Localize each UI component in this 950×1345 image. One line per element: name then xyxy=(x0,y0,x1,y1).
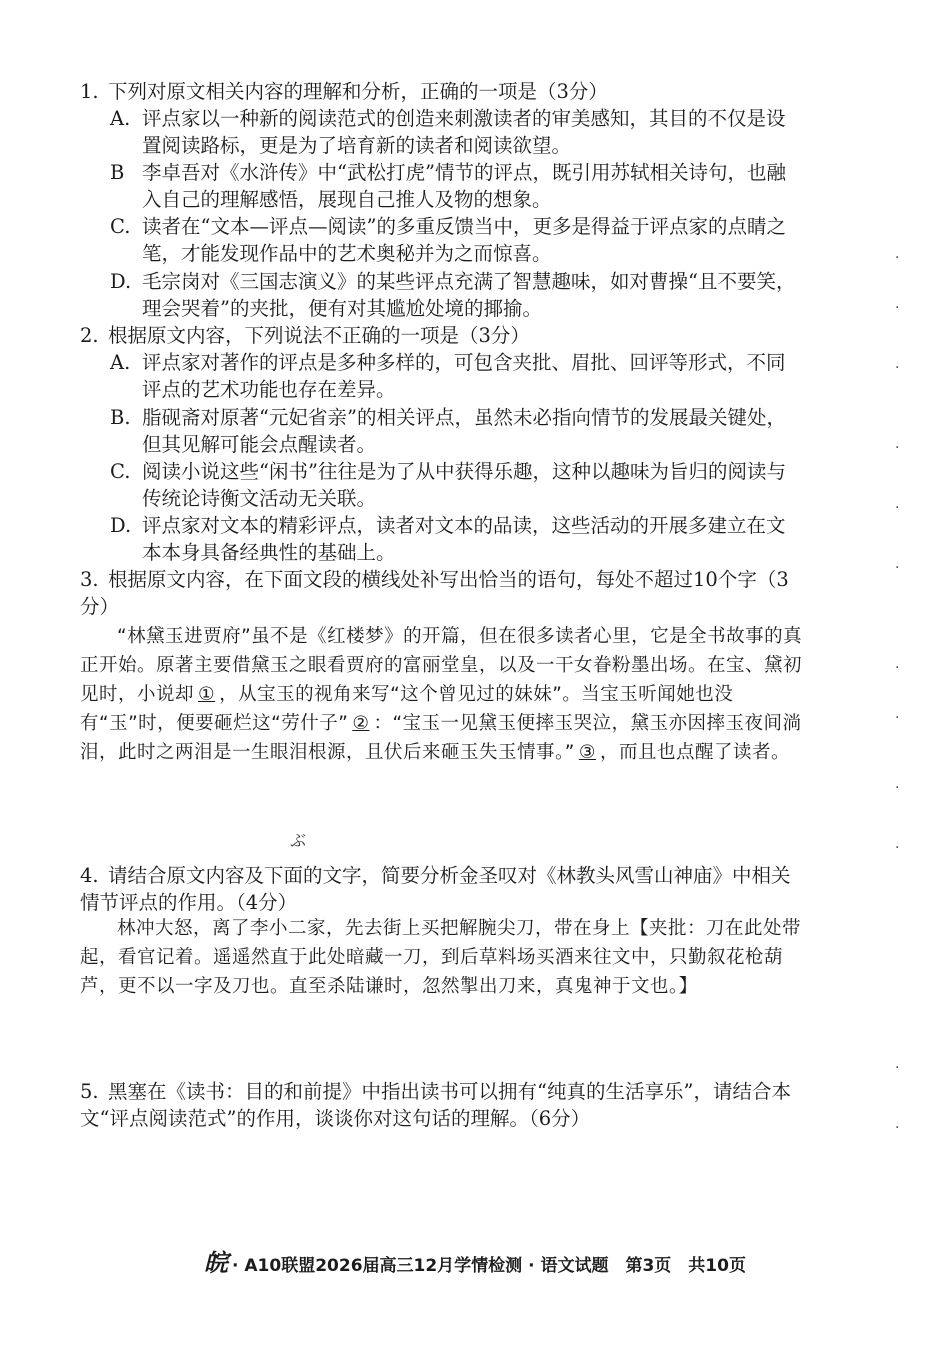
q1-option-b xyxy=(110,159,800,213)
q4-stem-text: 请结合原文内容及下面的文字，简要分析金圣叹对《林教头风雪山神庙》中相关情节评点的作用。（4分） xyxy=(80,864,791,914)
q3-stem-text: 根据原文内容，在下面文段的横线处补写出恰当的语句，每处不超过10个字（3分） xyxy=(80,568,789,618)
q3-blank-2: ② xyxy=(352,713,370,734)
q1-option-c xyxy=(110,213,800,267)
q2-option-c-letter: C. xyxy=(110,460,131,483)
q1-stem-text: 下列对原文相关内容的理解和分析，正确的一项是（3分） xyxy=(108,80,608,103)
q1-option-c-text: 读者在“文本—评点—阅读”的多重反馈当中，更多是得益于评点家的点睛之笔，才能发现作品中的艺术奥秘并为之而惊喜。 xyxy=(142,215,786,265)
q3-blank-1: ① xyxy=(198,684,216,705)
q2-option-d-text: 评点家对文本的精彩评点，读者对文本的品读，这些活动的开展多建立在文本本身具备经典性的基础上。 xyxy=(142,514,786,564)
q2-option-b-text: 脂砚斋对原著“元妃省亲”的相关评点，虽然未必指向情节的发展最关键处，但其见解可能会点醒读者。 xyxy=(142,406,786,456)
q5-stem-text: 黑塞在《读书：目的和前提》中指出读书可以拥有“纯真的生活享乐”，请结合本文“评点阅读范式”的作用，谈谈你对这句话的理解。（6分） xyxy=(80,1080,791,1130)
stray-handwritten-mark: ぶ xyxy=(290,831,307,850)
q3-stem xyxy=(80,566,805,620)
q3-passage xyxy=(80,622,805,767)
q2-stem xyxy=(80,322,805,349)
q2-option-c xyxy=(110,458,800,512)
margin-scan-marks: · · · · · · · · · · · · xyxy=(895,250,900,1136)
q1-option-a-letter: A. xyxy=(110,107,131,130)
q1-number: 1. xyxy=(80,80,99,103)
q1-option-c-letter: C. xyxy=(110,215,131,238)
q2-option-d xyxy=(110,512,800,566)
footer-text: · A10联盟2026届高三12月学情检测 · 语文试题 第3页 共10页 xyxy=(232,1256,746,1276)
q3-passage-part-2: ，从宝玉的视角来写“这个曾见过的妹妹”。当宝玉听闻她也没有“玉”时，便要砸烂这“劳什子” xyxy=(80,684,734,734)
q5-stem xyxy=(80,1078,805,1132)
q1-option-b-letter: B xyxy=(110,161,125,184)
q1-option-a xyxy=(110,105,800,159)
q1-option-d-text: 毛宗岗对《三国志演义》的某些评点充满了智慧趣味，如对曹操“且不要笑，理会哭着”的夹批，便有对其尴尬处境的揶揄。 xyxy=(142,270,796,320)
q1-option-d xyxy=(110,268,800,322)
page-footer xyxy=(0,1243,950,1278)
q1-option-d-letter: D. xyxy=(110,270,132,293)
q4-stem xyxy=(80,862,805,916)
q1-option-a-text: 评点家以一种新的阅读范式的创造来刺激读者的审美感知，其目的不仅是设置阅读路标，更是为了培育新的读者和阅读欲望。 xyxy=(142,107,786,157)
q3-passage-part-4: ，而且也点醒了读者。 xyxy=(599,742,790,763)
publisher-logo: 皖 xyxy=(204,1248,229,1277)
q2-option-a-text: 评点家对著作的评点是多种多样的，可包含夹批、眉批、回评等形式，不同评点的艺术功能也存在差异。 xyxy=(142,351,786,401)
q4-number: 4. xyxy=(80,864,99,887)
q1-option-b-text: 李卓吾对《水浒传》中“武松打虎”情节的评点，既引用苏轼相关诗句，也融入自己的理解感悟，展现自己推人及物的想象。 xyxy=(142,161,786,211)
q5-number: 5. xyxy=(80,1080,99,1103)
q2-option-a-letter: A. xyxy=(110,351,131,374)
q2-stem-text: 根据原文内容，下列说法不正确的一项是（3分） xyxy=(108,324,530,347)
q3-passage-part-1: “林黛玉进贾府”虽不是《红楼梦》的开篇，但在很多读者心里，它是全书故事的真正开始。原著主要借黛玉之眼看贾府的富丽堂皇，以及一干女眷粉墨出场。在宝、黛初见时，小说却 xyxy=(80,626,803,705)
q3-blank-3: ③ xyxy=(578,742,596,763)
q2-number: 2. xyxy=(80,324,99,347)
q3-number: 3. xyxy=(80,568,99,591)
q3-passage-part-3: ：“宝玉一见黛玉便摔玉哭泣，黛玉亦因摔玉夜间淌泪，此时之两泪是一生眼泪根源，且伏后来砸玉失玉情事。” xyxy=(80,713,802,763)
q2-option-b-letter: B. xyxy=(110,406,131,429)
q4-passage-text: 林冲大怒，离了李小二家，先去街上买把解腕尖刀，带在身上【夹批：刀在此处带起，看官记着。遥遥然直于此处暗藏一刀，到后草料场买酒来往文中，只勤叙花枪葫芦，更不以一字及刀也。直至杀陆谦时，忽然掣出刀来，真鬼神于文也。】 xyxy=(80,918,802,997)
q2-option-a xyxy=(110,349,800,403)
q2-option-b xyxy=(110,404,800,458)
q4-passage xyxy=(80,914,805,1001)
q2-option-d-letter: D. xyxy=(110,514,132,537)
q2-option-c-text: 阅读小说这些“闲书”往往是为了从中获得乐趣，这种以趣味为旨归的阅读与传统论诗衡文活动无关联。 xyxy=(142,460,786,510)
q1-stem xyxy=(80,78,805,105)
